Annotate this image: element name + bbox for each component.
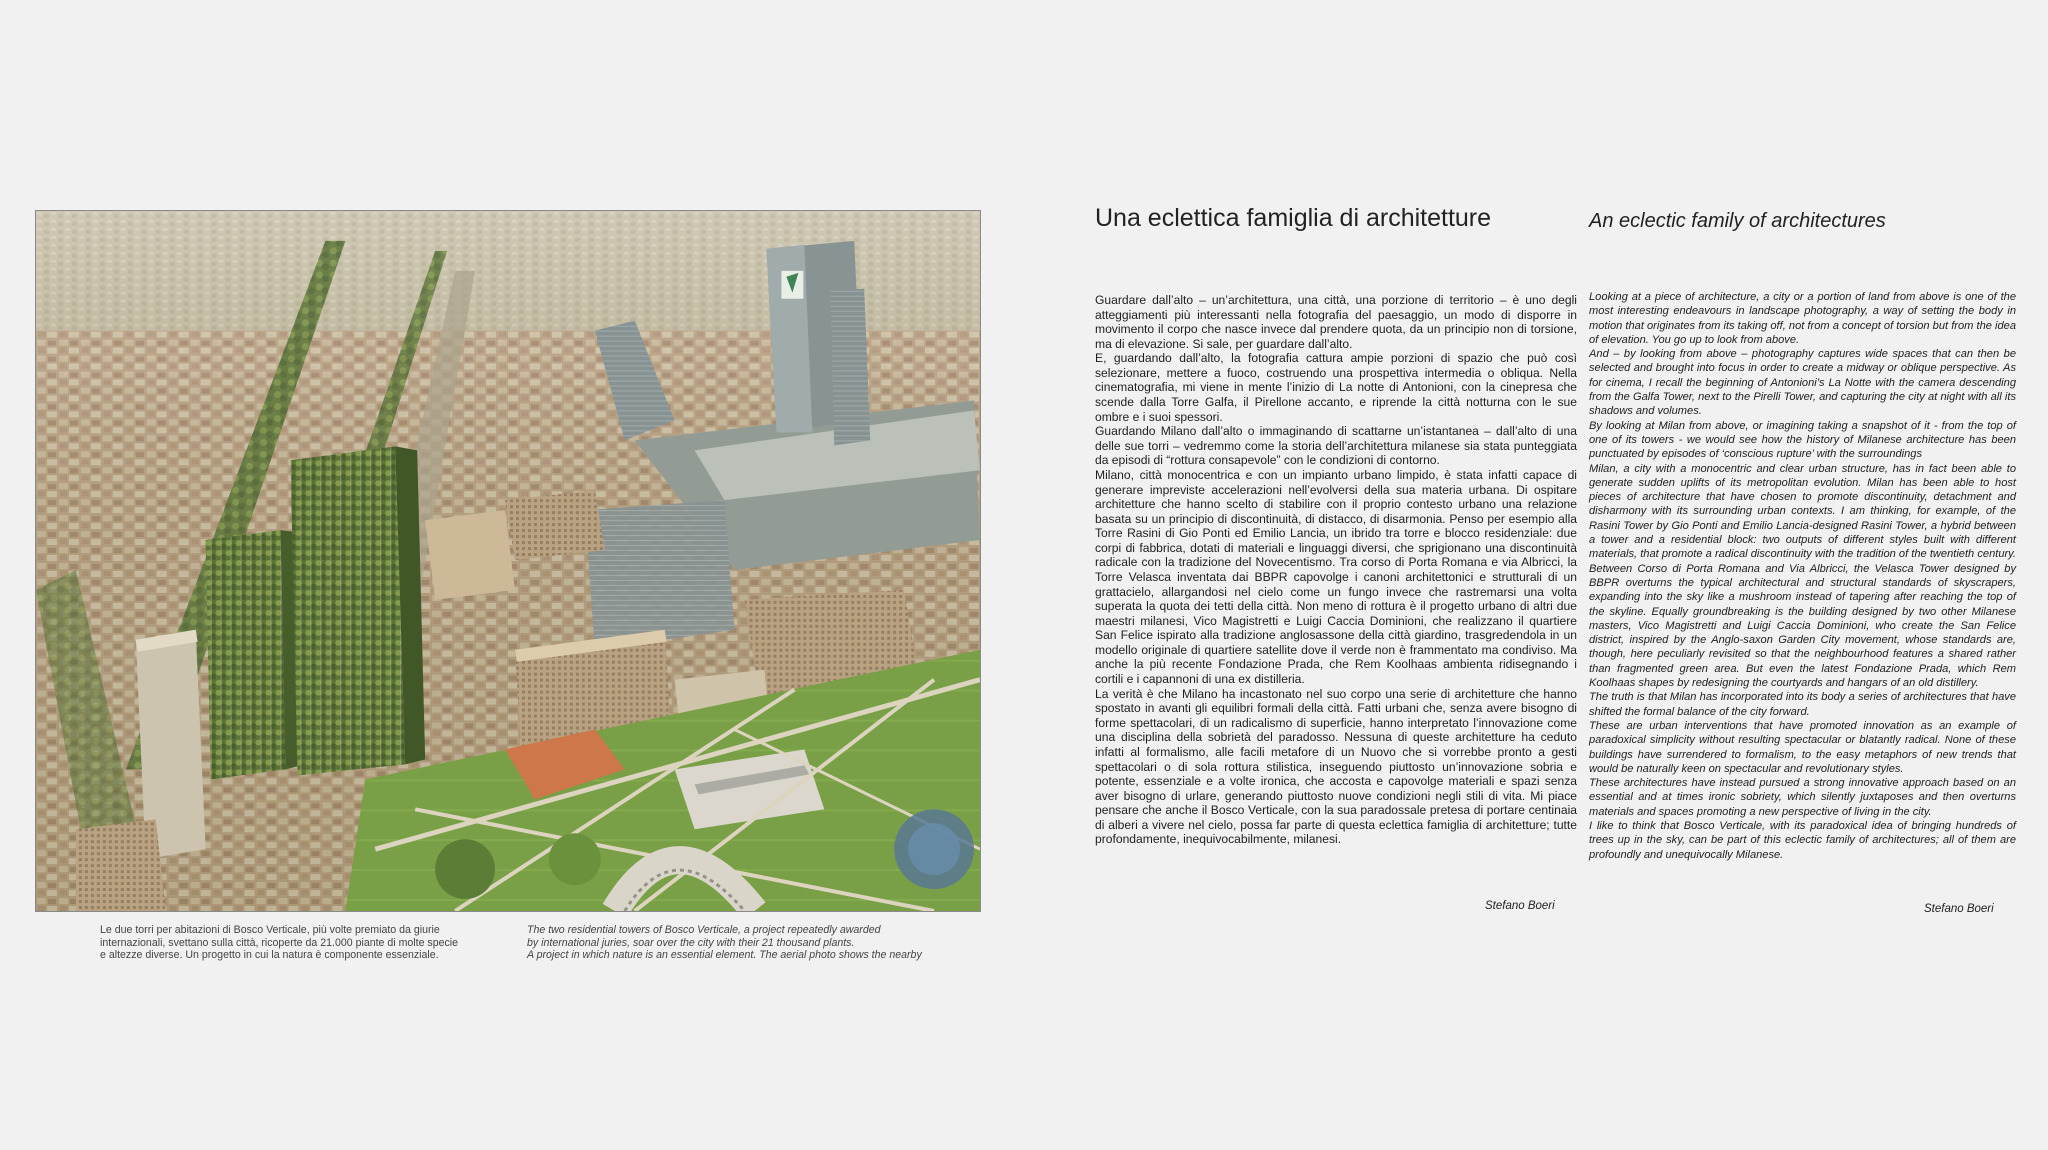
english-paragraph: Milan, a city with a monocentric and clear urban structure, has in fact been able to generate sudden uplifts of its metropolitan evolution. Milan has been able to host pieces of architecture that have chosen to promote discontinuity, detachment and disharmony with its surrounding urban contexts. I am thinking, for example, of the Rasini Tower by Gio Ponti and Emilio Lancia-designed Rasini Tower, a hybrid between a tower and a residential block: two outputs of different styles built with different materials, that promote a radical discontinuity with the tradition of the twentieth century. Between Corso di Porta Romana and Via Albricci, the Velasca Tower designed by BBPR overturns the typical architectural and structural standards of skyscrapers, expanding into the sky like a mushroom instead of tapering after reaching the top of the skyline. Equally groundbreaking is the building designed by two other Milanese masters, Vico Magistretti and Luigi Caccia Dominioni, who create the San Felice district, inspired by the Anglo-saxon Garden City movement, whose standards are, though, here peculiarly revisited so that the neighbourhood features a shared rather than fragmented green area. But even the latest Fondazione Prada, which Rem Koolhaas shapes by redesigning the courtyards and hangars of an old distillery.: [1589, 462, 2016, 690]
english-title: An eclectic family of architectures: [1589, 210, 1886, 232]
italian-signature: Stefano Boeri: [1485, 900, 1555, 912]
caption-line: The two residential towers of Bosco Verticale, a project repeatedly awarded: [527, 924, 881, 936]
english-paragraph: By looking at Milan from above, or imagining taking a snapshot of it - from the top of one of its towers - we would see how the history of Milanese architecture has been punctuated by episodes of ‘conscious rupture’ with the surroundings: [1589, 419, 2016, 461]
italian-paragraph: Guardando Milano dall’alto o immaginando di scattarne un’istantanea – dall’alto di una delle sue torri – vedremmo come la storia dell’architettura milanese sia stata punteggiata da episodi di “rottura consapevole” con le condizioni di contorno.: [1095, 424, 1577, 468]
aerial-photo: [35, 210, 981, 912]
caption-line: by international juries, soar over the city with their 21 thousand plants.: [527, 936, 855, 949]
english-paragraph: The truth is that Milan has incorporated into its body a series of architectures that have shifted the formal balance of the city forward.: [1589, 691, 2016, 718]
english-signature: Stefano Boeri: [1924, 903, 1994, 915]
english-paragraph: Looking at a piece of architecture, a city or a portion of land from above is one of the most interesting endeavours in landscape photography, a way of setting the body in motion that originates from its taking off, not from a concept of torsion but from the idea of elevation. You go up to look from above.: [1589, 291, 2016, 346]
english-paragraph: These are urban interventions that have promoted innovation as an example of paradoxical simplicity without resulting spectacular or blatantly radical. None of these buildings have surrendered to formalism, to the easy metaphors of new trends that would be naturally keen on spectacular and revolutionary styles.: [1589, 719, 2016, 775]
italian-paragraph: E, guardando dall’alto, la fotografia cattura ampie porzioni di spazio che può così selezionare, mettere a fuoco, costruendo una prospettiva intermedia o obliqua. Nella cinematografia, mi viene in mente l’inizio di La notte di Antonioni, con la cinepresa che scende dalla Torre Galfa, il Pirellone accanto, e riprende la città notturna con le sue ombre e i suoi spessori.: [1095, 351, 1577, 424]
aerial-photo-image: [36, 211, 980, 911]
english-paragraph: And – by looking from above – photography captures wide spaces that can then be selected and brought into focus in order to create a midway or oblique perspective. As for cinema, I recall the beginning of Antonioni’s La Notte with the camera descending from the Galfa Tower, next to the Pirelli Tower, and capturing the city at night with all its shadows and volumes.: [1589, 348, 2016, 418]
english-article: [1589, 290, 2016, 862]
photo-caption-italian: [100, 924, 480, 962]
english-paragraph: These architectures have instead pursued a strong innovative approach based on an essential and at times ironic sobriety, which silently juxtaposes and then overturns materials and spaces promoting a new perspective of living in the city.: [1589, 777, 2016, 818]
caption-line: Le due torri per abitazioni di Bosco Verticale, più volte premiato da giurie: [100, 924, 440, 936]
caption-line: internazionali, svettano sulla città, ricoperte da 21.000 piante di molte specie: [100, 936, 459, 949]
english-paragraph: I like to think that Bosco Verticale, with its paradoxical idea of bringing hundreds of trees up in the sky, can be part of this eclectic family of architectures; all of them are profoundly and unequivocally Milanese.: [1589, 819, 2016, 861]
caption-line: A project in which nature is an essential element. The aerial photo shows the nearby: [527, 949, 922, 962]
italian-paragraph: La verità è che Milano ha incastonato nel suo corpo una serie di architetture che hanno spostato in avanti gli equilibri formali della città. Fatti urbani che, senza avere bisogno di forme spettacolari, di un radicalismo di superficie, hanno interpretato l’innovazione come una disciplina della sobrietà del paradosso. Nessuna di queste architetture ha ceduto infatti al formalismo, alle facili metafore di un Nuovo che si vorrebbe pronto a gesti spettacolari o di sola rottura stilistica, inseguendo piuttosto un’innovazione sobria e potente, essenziale e a volte ironica, che accosta e capovolge materiali e spazi senza aver bisogno di urlare, generando piuttosto nuove condizioni negli stili di vita. Mi piace pensare che anche il Bosco Verticale, con la sua paradossale pretesa di portare centinaia di alberi a vivere nel cielo, possa far parte di questa eclettica famiglia di architetture; tutte profondamente, inequivocabilmente, milanesi.: [1095, 686, 1577, 847]
photo-caption-english: [527, 924, 957, 962]
italian-paragraph: Guardare dall’alto – un’architettura, una città, una porzione di territorio – è uno degli atteggiamenti più interessanti nella fotografia del paesaggio, un modo di disporre in movimento il corpo che nasce invece dal prendere quota, da un principio non di torsione, ma di elevazione. Si sale, per guardare dall’alto.: [1095, 293, 1577, 351]
italian-article: [1095, 293, 1577, 847]
italian-paragraph: Milano, città monocentrica e con un impianto urbano limpido, è stata infatti capace di generare impreviste accelerazioni nell’evolversi della sua materia urbana. Di ospitare architetture che hanno scelto di stabilire con il proprio contesto urbano una relazione basata su un principio di discontinuità, di distacco, di disarmonia. Penso per esempio alla Torre Rasini di Gio Ponti ed Emilio Lancia, un ibrido tra torre e blocco residenziale: due corpi di fabbrica, dotati di materiali e linguaggi diversi, che sprigionano una discontinuità radicale con la tradizione del Novecentismo. Tra corso di Porta Romana e via Albricci, la Torre Velasca inventata dai BBPR capovolge i canoni architettonici e strutturali di un grattacielo, allargandosi nel cielo come un fungo invece che rastremarsi una volta superata la quota dei tetti della città. Non meno di rottura è il progetto urbano di altri due maestri milanesi, Vico Magistretti e Luigi Caccia Dominioni, che realizzano il quartiere San Felice ispirato alla tradizione anglosassone della città giardino, trasgredendola in un modello originale di quartiere satellite dove il verde non è frammentato ma condiviso. Ma anche la più recente Fondazione Prada, che Rem Koolhaas ambienta ridisegnando i cortili e i capannoni di una ex distilleria.: [1095, 467, 1577, 687]
italian-title: Una eclettica famiglia di architetture: [1095, 204, 1492, 232]
caption-line: e altezze diverse. Un progetto in cui la natura è componente essenziale.: [100, 949, 439, 962]
